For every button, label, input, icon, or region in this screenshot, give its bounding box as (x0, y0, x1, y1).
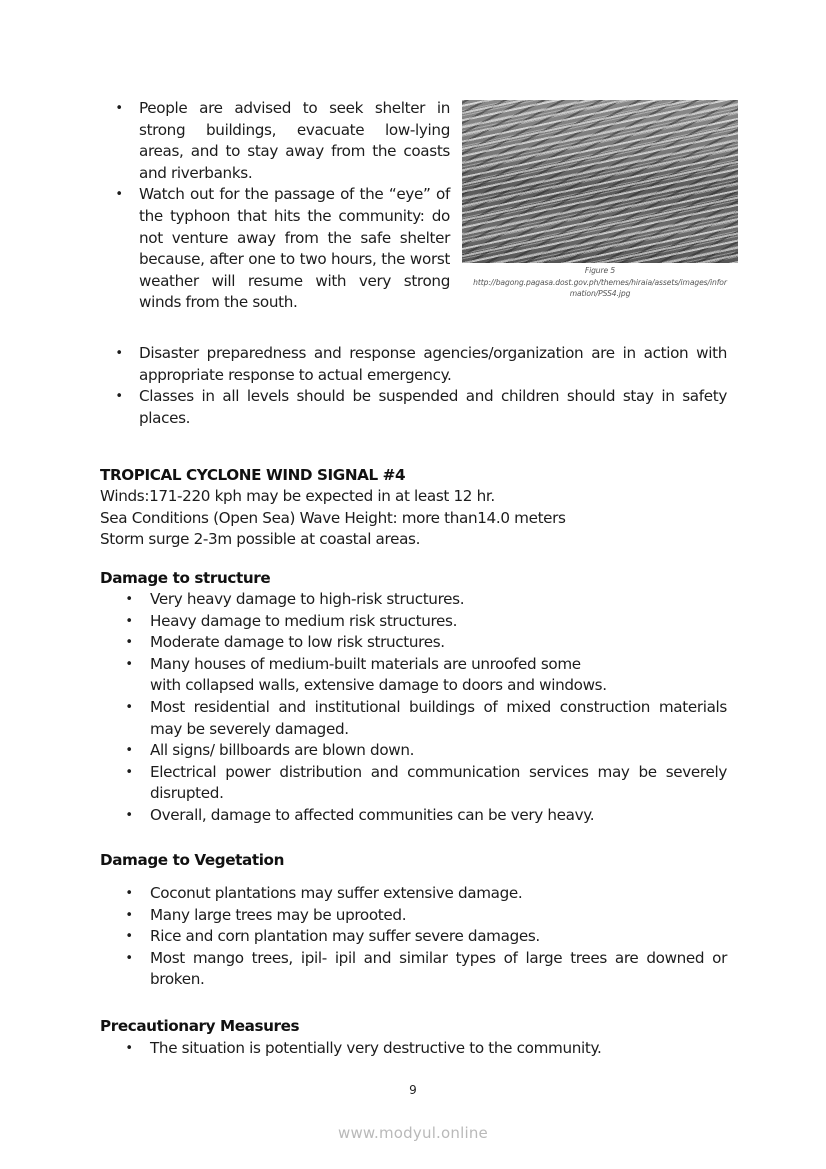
damage-structure-heading: Damage to structure (100, 569, 271, 587)
typhoon-damage-photo (462, 100, 738, 263)
damage-structure-list (124, 589, 727, 827)
bullet-icon: • (125, 613, 133, 629)
list-item: • All signs/ billboards are blown down. (124, 740, 727, 762)
bullet-icon: • (125, 807, 133, 823)
watermark-link[interactable]: www.modyul.online (338, 1124, 488, 1142)
bullet-icon: • (125, 950, 133, 966)
bullet-icon: • (125, 699, 133, 715)
list-item: • Coconut plantations may suffer extensive damage. (124, 883, 727, 905)
list-item: • People are advised to seek shelter in strong buildings, evacuate low-lying areas, and to stay away from the coasts and riverbanks. (115, 99, 450, 182)
list-item: • Heavy damage to medium risk structures. (124, 611, 727, 633)
figure-caption (462, 265, 738, 300)
bullet-icon: • (125, 886, 133, 901)
figure-5 (462, 100, 738, 300)
bullet-icon: • (125, 907, 133, 923)
storm-surge-line: Storm surge 2-3m possible at coastal areas. (100, 530, 421, 549)
shelter-advice-list (114, 98, 450, 314)
list-item: • Most residential and institutional buildings of mixed construction materials may be severely damaged. (125, 697, 727, 738)
figure-label: Figure 5 (584, 266, 616, 275)
bullet-icon: • (125, 635, 133, 651)
figure-source-cont: mation/PSS4.jpg (569, 289, 631, 298)
precautionary-list (124, 1038, 727, 1060)
signal-conditions (100, 486, 740, 551)
sea-conditions-line: Sea Conditions (Open Sea) Wave Height: more than14.0 meters (100, 508, 566, 527)
damage-vegetation-heading: Damage to Vegetation (100, 851, 284, 869)
precautionary-heading: Precautionary Measures (100, 1017, 300, 1035)
signal-title: TROPICAL CYCLONE WIND SIGNAL #4 (100, 466, 406, 484)
bullet-icon: • (115, 389, 123, 405)
response-list (114, 343, 727, 429)
list-item: • Rice and corn plantation may suffer severe damages. (124, 926, 727, 948)
damage-vegetation-list (124, 883, 727, 991)
bullet-icon: • (125, 929, 133, 945)
list-item: • The situation is potentially very destructive to the community. (124, 1038, 727, 1060)
bullet-icon: • (115, 101, 123, 116)
list-item: • Electrical power distribution and communication services may be severely disrupted. (125, 762, 727, 803)
bullet-icon: • (125, 656, 133, 672)
list-item: • Disaster preparedness and response agencies/organization are in action with appropriate response to actual emergency. (115, 344, 727, 384)
bullet-icon: • (125, 764, 133, 780)
list-item: • Very heavy damage to high-risk structures. (124, 589, 727, 611)
list-item: • Classes in all levels should be suspended and children should stay in safety places. (115, 387, 727, 427)
winds-line: Winds:171-220 kph may be expected in at least 12 hr. (100, 487, 495, 505)
bullet-icon: • (115, 187, 123, 203)
bullet-icon: • (115, 346, 123, 361)
bullet-icon: • (125, 743, 133, 759)
list-item: • Many houses of medium-built materials are unroofed some with collapsed walls, extensive damage to doors and windows. (125, 654, 607, 695)
list-item: • Moderate damage to low risk structures. (124, 632, 727, 654)
bullet-icon: • (125, 1041, 133, 1056)
list-item: • Overall, damage to affected communities can be very heavy. (124, 805, 727, 827)
list-item: • Most mango trees, ipil- ipil and similar types of large trees are downed or broken. (125, 948, 727, 989)
bullet-icon: • (125, 592, 133, 607)
list-item: • Watch out for the passage of the “eye” of the typhoon that hits the community: do not venture away from the safe shelter because, after one to two hours, the worst weather will resume with very strong winds from the south. (115, 185, 450, 312)
figure-source: http://bagong.pagasa.dost.gov.ph/themes/hiraia/assets/images/infor (473, 277, 727, 287)
list-item: • Many large trees may be uprooted. (124, 905, 727, 927)
page-number: 9 (409, 1083, 417, 1097)
